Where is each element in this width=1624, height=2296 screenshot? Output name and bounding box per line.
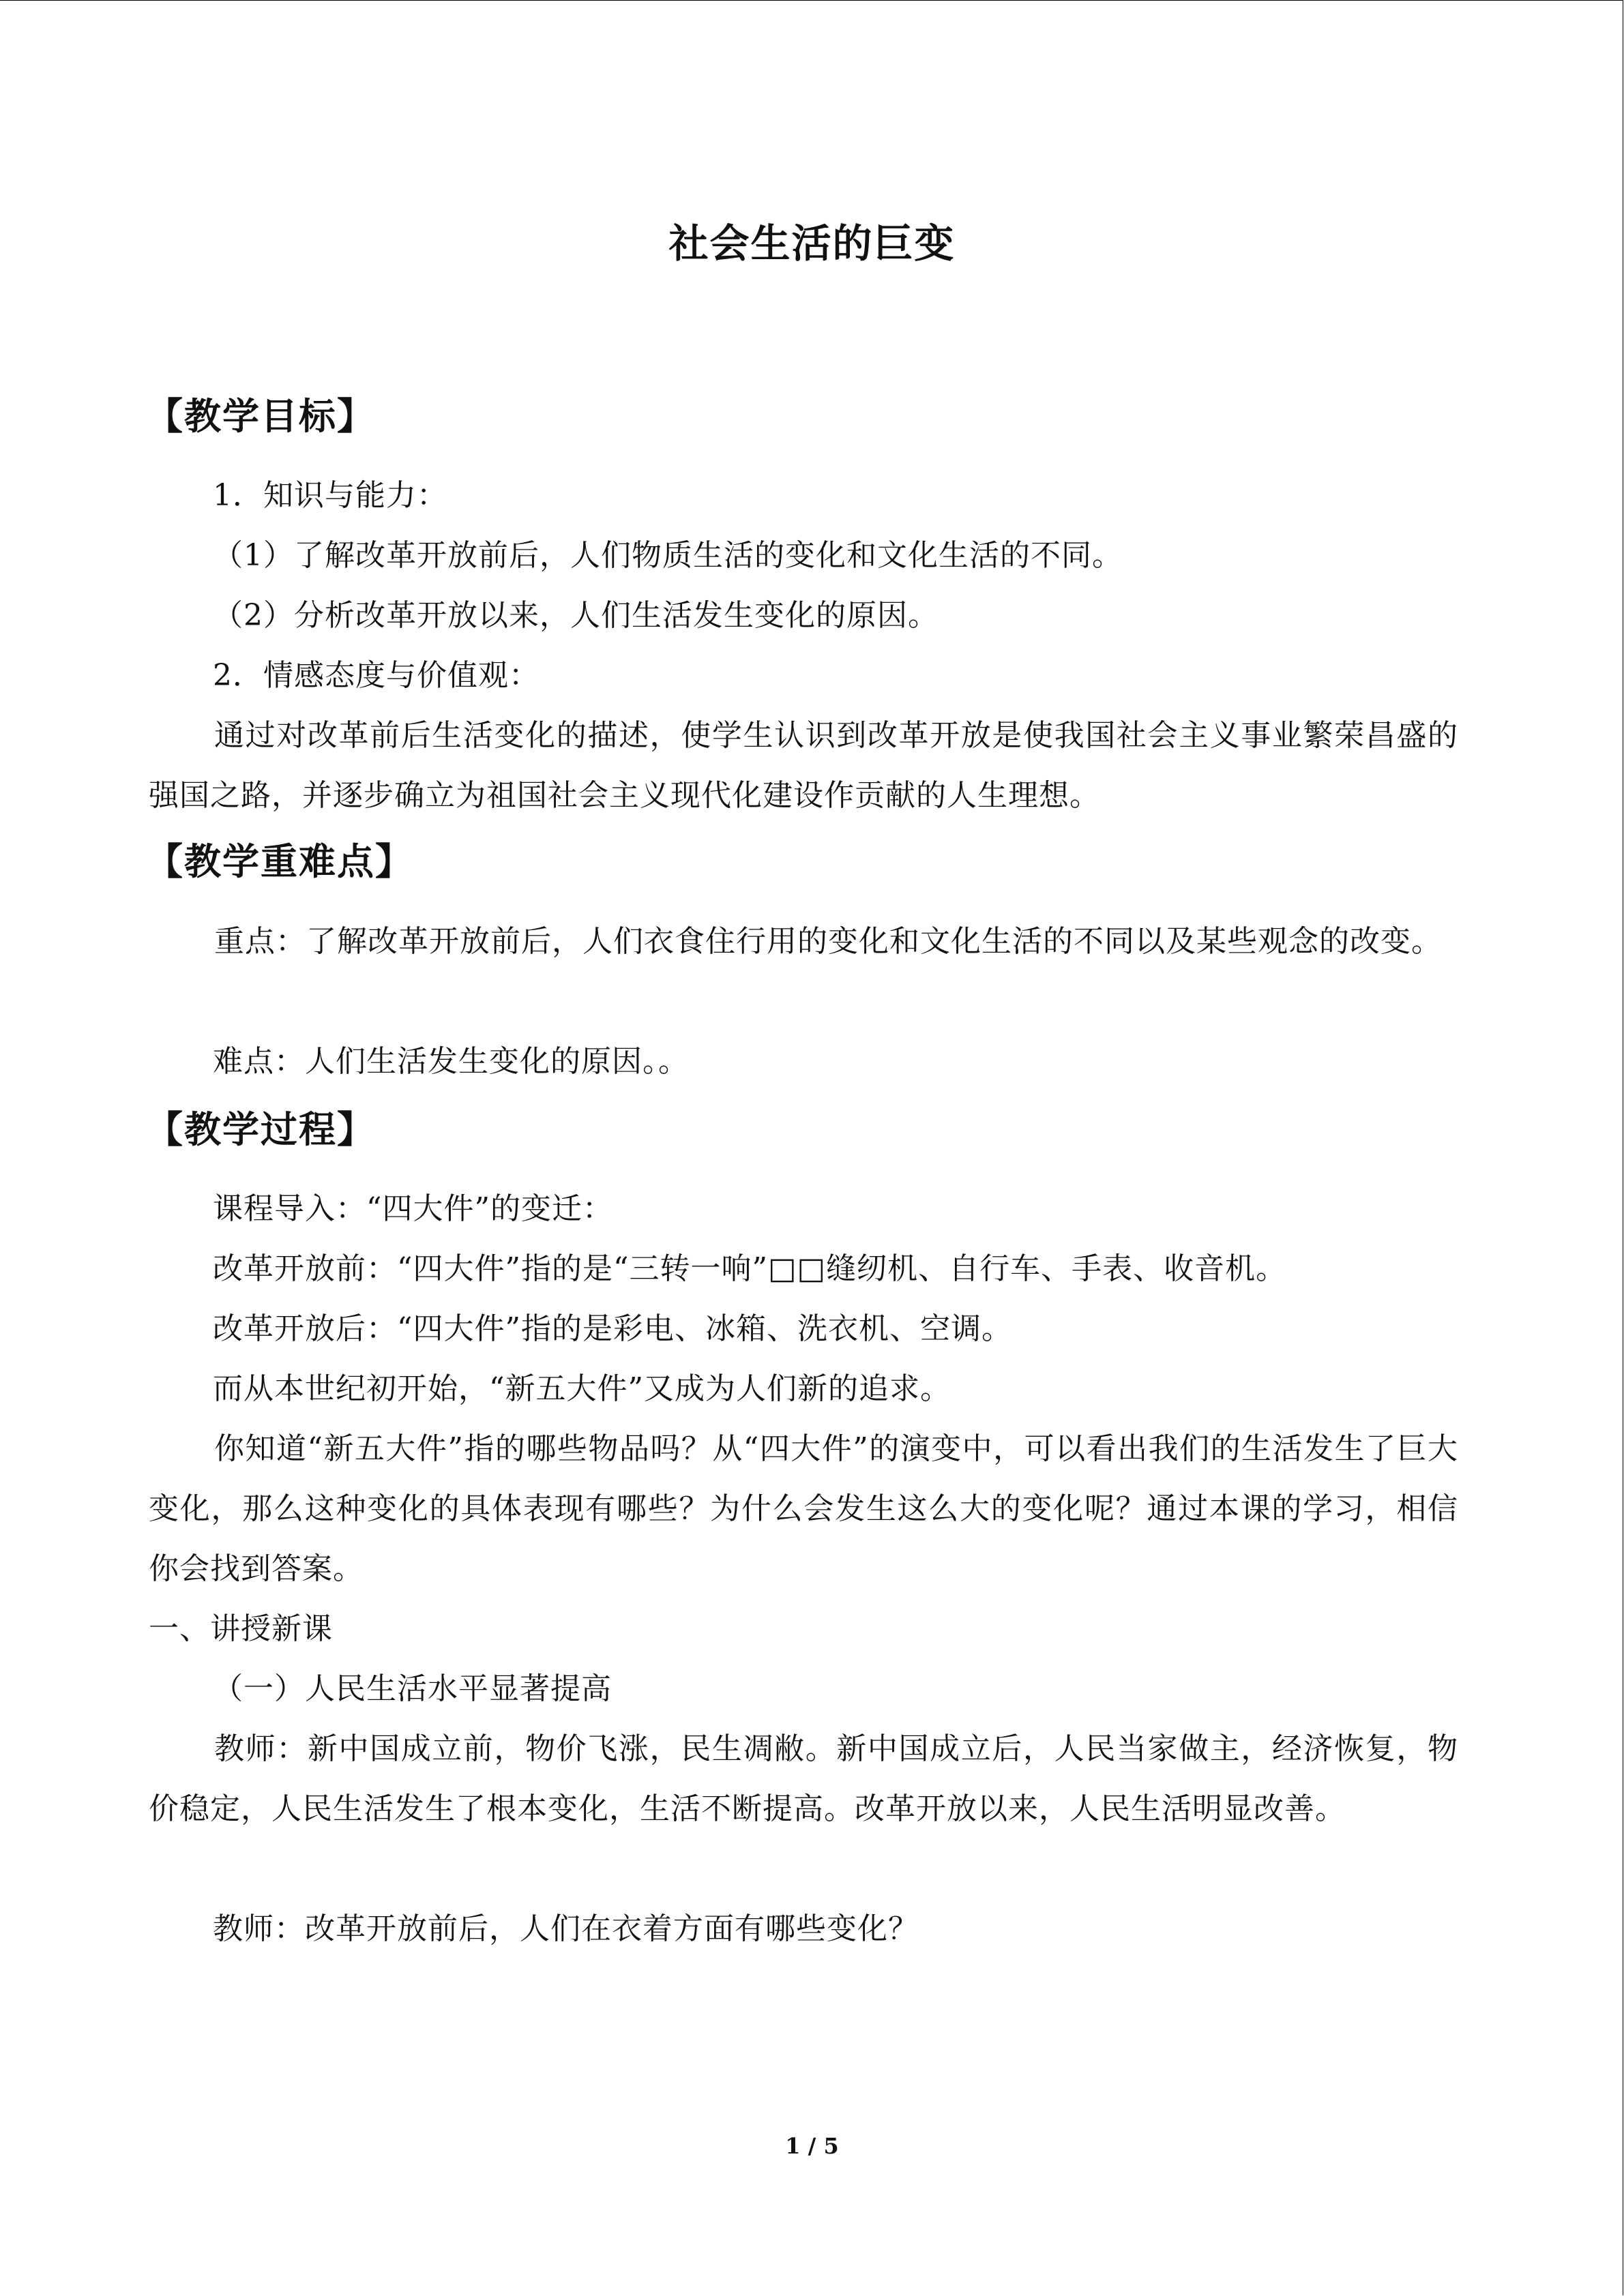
key-point-focus: 重点：了解改革开放前后，人们衣食住行用的变化和文化生活的不同以及某些观念的改变。 bbox=[214, 924, 1442, 959]
key-point-difficulty: 难点：人们生活发生变化的原因。。 bbox=[213, 1044, 689, 1079]
goals-item-2: 2．情感态度与价值观： bbox=[213, 658, 540, 693]
page-number: 1 / 5 bbox=[785, 2133, 839, 2159]
heading-teaching-goals: 【教学目标】 bbox=[146, 395, 375, 438]
goals-item-1b: （2）分析改革开放以来，人们生活发生变化的原因。 bbox=[213, 598, 939, 633]
heading-teaching-process: 【教学过程】 bbox=[146, 1108, 375, 1151]
page-title: 社会生活的巨变 bbox=[668, 220, 956, 267]
process-question: 你知道“新五大件”指的哪些物品吗？从“四大件”的演变中，可以看出我们的生活发生了巨大变化，那么这种变化的具体表现有哪些？为什么会发生这么大的变化呢？通过本课的学习，相信你会找到答案。 bbox=[149, 1431, 1458, 1586]
process-part-1: 一、讲授新课 bbox=[149, 1611, 333, 1646]
goals-item-2-text: 通过对改革前后生活变化的描述，使学生认识到改革开放是使我国社会主义事业繁荣昌盛的强国之路，并逐步确立为祖国社会主义现代化建设作贡献的人生理想。 bbox=[149, 718, 1458, 813]
process-intro: 课程导入：“四大件”的变迁： bbox=[213, 1191, 613, 1226]
process-teacher-1: 教师：新中国成立前，物价飞涨，民生凋敝。新中国成立后，人民当家做主，经济恢复，物价稳定，人民生活发生了根本变化，生活不断提高。改革开放以来，人民生活明显改善。 bbox=[149, 1731, 1458, 1826]
process-after: 改革开放后：“四大件”指的是彩电、冰箱、洗衣机、空调。 bbox=[213, 1311, 1012, 1346]
process-new-five: 而从本世纪初开始，“新五大件”又成为人们新的追求。 bbox=[213, 1371, 951, 1406]
goals-item-1: 1．知识与能力： bbox=[213, 478, 447, 513]
process-teacher-2: 教师：改革开放前后，人们在衣着方面有哪些变化？ bbox=[213, 1911, 919, 1946]
process-subsection-1: （一）人民生活水平显著提高 bbox=[213, 1671, 612, 1706]
goals-item-1a: （1）了解改革开放前后，人们物质生活的变化和文化生活的不同。 bbox=[213, 538, 1123, 573]
process-before: 改革开放前：“四大件”指的是“三转一响”□□缝纫机、自行车、手表、收音机。 bbox=[213, 1251, 1287, 1286]
heading-key-points: 【教学重难点】 bbox=[146, 840, 413, 883]
